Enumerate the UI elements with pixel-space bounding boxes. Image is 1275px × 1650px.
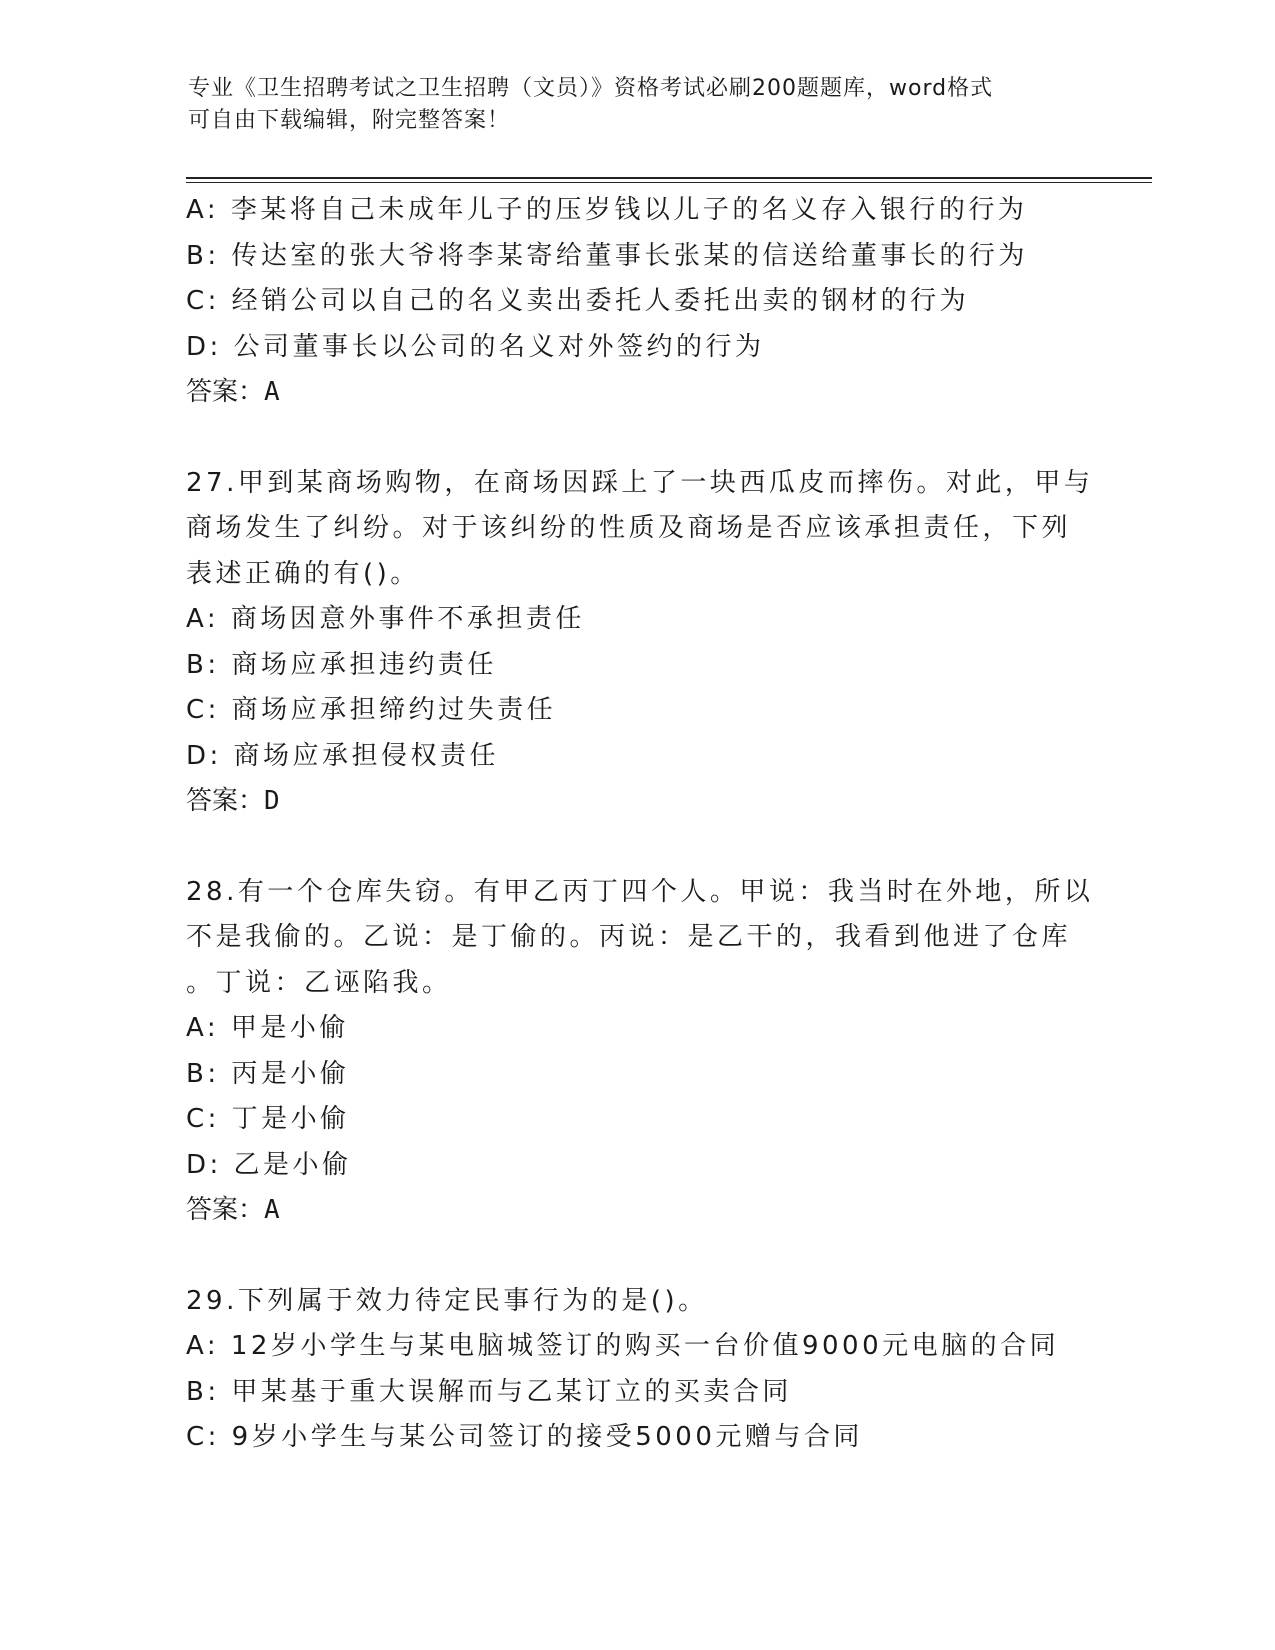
question-text-line: 29.下列属于效力待定民事行为的是()。 [186,1285,708,1316]
question-block-26 [186,188,1086,416]
header-rule-thin [186,182,1152,183]
answer-line: 答案：D [186,786,280,816]
block-spacer [186,825,1086,870]
answer-line: 答案：A [186,1195,280,1225]
question-text-line: 商场发生了纠纷。对于该纠纷的性质及商场是否应该承担责任，下列 [186,513,1072,543]
answer-line: 答案：A [186,377,280,407]
option-c: C: 经销公司以自己的名义卖出委托人委托出卖的钢材的行为 [186,286,970,316]
option-b: B: 商场应承担违约责任 [186,649,497,680]
option-b: B: 甲某基于重大误解而与乙某订立的买卖合同 [186,1376,792,1407]
option-b: B: 丙是小偷 [186,1058,350,1089]
option-b: B: 传达室的张大爷将李某寄给董事长张某的信送给董事长的行为 [186,240,1028,271]
question-text-line: 不是我偷的。乙说：是丁偷的。丙说：是乙干的，我看到他进了仓库 [186,922,1072,952]
question-content [186,188,1094,1461]
question-block-27 [186,461,1094,825]
header-rule-thick [186,177,1152,179]
question-text-line: 表述正确的有()。 [186,558,420,589]
question-text-line: 。丁说：乙诬陷我。 [186,967,452,998]
block-spacer [186,1234,1086,1279]
option-d: D: 商场应承担侵权责任 [186,740,500,771]
option-a: A: 甲是小偷 [186,1013,349,1043]
question-text-line: 28.有一个仓库失窃。有甲乙丙丁四个人。甲说：我当时在外地，所以 [186,876,1094,907]
option-c: C: 9岁小学生与某公司签订的接受5000元赠与合同 [186,1422,863,1452]
document-header [188,73,1068,137]
option-a: A: 商场因意外事件不承担责任 [186,604,585,634]
option-c: C: 商场应承担缔约过失责任 [186,695,557,725]
question-block-28 [186,870,1094,1234]
question-text-line: 27.甲到某商场购物，在商场因踩上了一块西瓜皮而摔伤。对此，甲与 [186,467,1094,498]
option-d: D: 公司董事长以公司的名义对外签约的行为 [186,331,765,362]
header-line-2: 可自由下载编辑，附完整答案！ [188,108,511,133]
question-block-29 [186,1279,1086,1461]
header-line-1: 专业《卫生招聘考试之卫生招聘（文员）》资格考试必刷200题题库，word格式 [188,76,994,101]
option-a: A: 李某将自己未成年儿子的压岁钱以儿子的名义存入银行的行为 [186,195,1028,225]
option-c: C: 丁是小偷 [186,1104,350,1134]
option-d: D: 乙是小偷 [186,1149,352,1180]
option-a: A: 12岁小学生与某电脑城签订的购买一台价值9000元电脑的合同 [186,1331,1060,1361]
block-spacer [186,416,1086,461]
